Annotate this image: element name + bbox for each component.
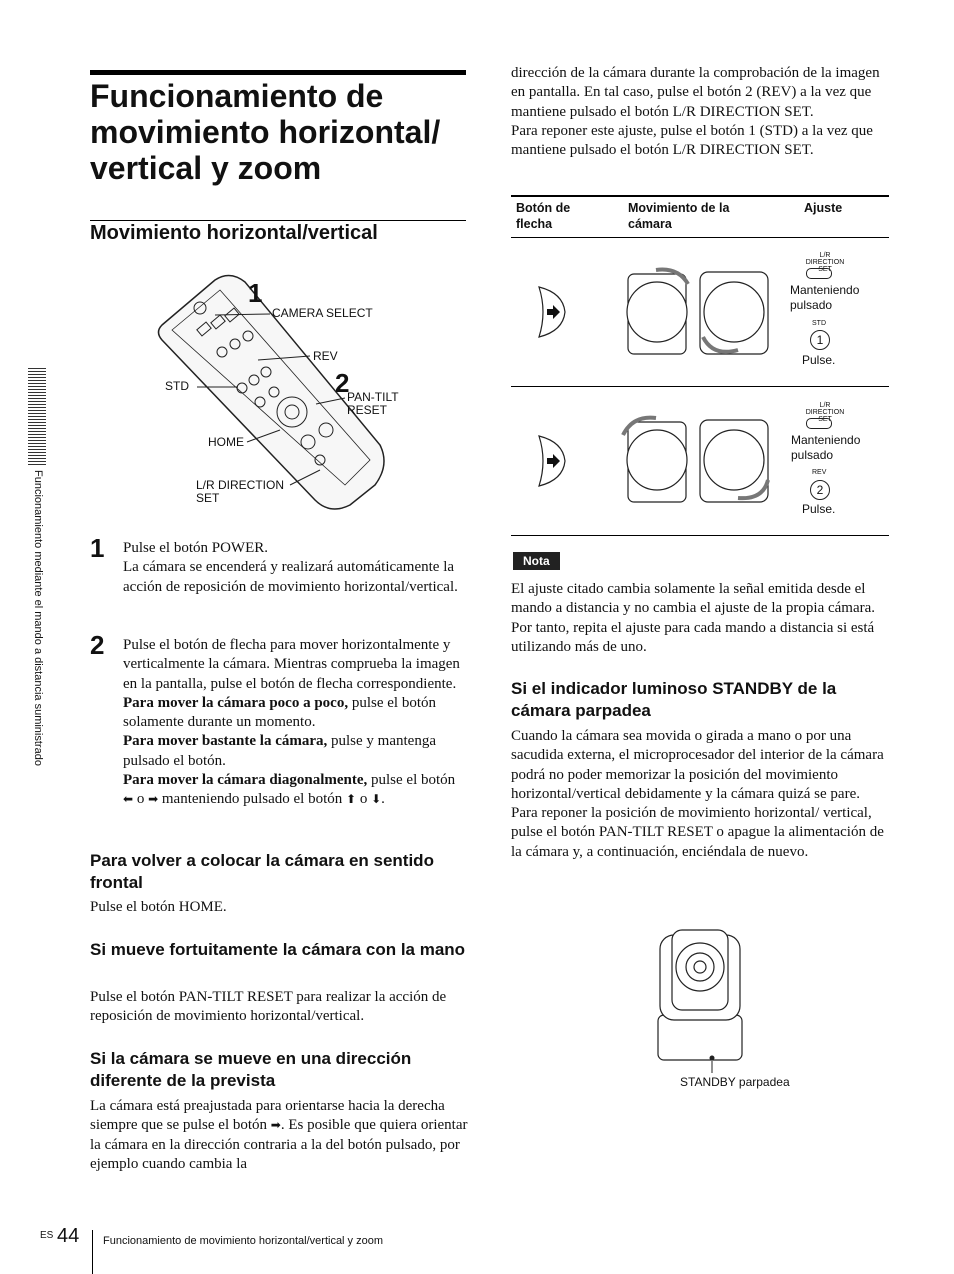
- sub3-text: La cámara está preajustada para orientarse hacia la derecha siempre que se pulse el botón ➡. Es posible que quiera orientar la cámara en la dirección contraria a la del botón pulsado, por ejemplo cuando cambia la: [90, 1098, 468, 1172]
- arrow-right-icon: ➡: [270, 1118, 281, 1133]
- press-label: Pulse.: [802, 502, 836, 516]
- sub1-text: Pulse el botón HOME.: [90, 899, 227, 915]
- sub2-title: Si mueve fortuitamente la cámara con la mano: [90, 940, 466, 959]
- lr-label-sub: DIRECTION SET: [805, 409, 845, 423]
- right-top-p2: Para reponer este ajuste, pulse el botón 1 (STD) a la vez que mantiene pulsado el botón L/R DIRECTION SET.: [511, 122, 873, 159]
- remote-step-2-label: 2: [335, 368, 350, 398]
- side-chapter-text: Funcionamiento mediante el mando a distancia suministrado: [32, 470, 44, 766]
- arrow-right-icon: ➡: [148, 792, 159, 807]
- footer-page-number: 44: [57, 1225, 80, 1247]
- step-1-line-1: Pulse el botón POWER.: [123, 540, 268, 556]
- table-header-arrow: Botón de flecha: [516, 201, 571, 231]
- step-2-bullet-1: Para mover la cámara poco a poco, pulse el botón solamente durante un momento.: [123, 694, 436, 731]
- key-2-button: 2: [810, 480, 830, 500]
- sub3-title: Si la cámara se mueve en una dirección diferente de la prevista: [90, 1049, 412, 1090]
- right-top-p1: dirección de la cámara durante la comprobación de la imagen en pantalla. En tal caso, pulse el botón 2 (REV) a la vez que mantiene pulsado el botón L/R DIRECTION SET.: [511, 65, 880, 120]
- side-tab-pattern: [28, 368, 46, 465]
- section-title: Movimiento horizontal/vertical: [90, 222, 378, 244]
- step-2-text: [123, 636, 468, 810]
- table-row-rule: [511, 386, 889, 387]
- arrow-down-icon: ⬇: [371, 792, 382, 807]
- page-title: Funcionamiento de movimiento horizontal/ vertical y zoom: [90, 78, 441, 186]
- step-1-number: 1: [90, 533, 105, 563]
- camera-illustration: [650, 925, 750, 1075]
- sub1-title: Para volver a colocar la cámara en sentido frontal: [90, 851, 434, 892]
- footer-text: Funcionamiento de movimiento horizontal/vertical y zoom: [103, 1235, 384, 1247]
- table-top-rule: [511, 195, 889, 197]
- lr-label-top: L/R: [819, 402, 831, 409]
- nota-badge: Nota: [513, 552, 560, 570]
- standby-indicator: [710, 1056, 715, 1061]
- sub4-title: Si el indicador luminoso STANDBY de la cámara parpadea: [511, 679, 837, 720]
- sub4-p1: Cuando la cámara sea movida o girada a mano o por una sacudida externa, el microprocesador del interior de la cámara podrá no poder memorizar la posición del movimiento horizontal/vertical debidamente y la cámara quizá se pare.: [511, 728, 884, 802]
- step-2-number: 2: [90, 630, 105, 660]
- sub4-text: [511, 727, 889, 862]
- table-header-movement: Movimiento de la cámara: [628, 201, 730, 231]
- footer-divider: [92, 1230, 93, 1274]
- lr-direction-set-callout: L/R DIRECTION SET: [196, 478, 285, 505]
- rev-key-label: REV: [812, 469, 827, 476]
- arrow-button-icon: [535, 432, 569, 490]
- lr-label-sub: DIRECTION SET: [805, 259, 845, 273]
- remote-step-1-label: 1: [248, 278, 263, 308]
- table-bottom-rule: [511, 535, 889, 536]
- arrow-left-icon: ⬅: [123, 792, 134, 807]
- table-header-rule: [511, 237, 889, 238]
- key-1-button: 1: [810, 330, 830, 350]
- title-rule: [90, 70, 466, 75]
- hold-label: Manteniendo pulsado: [790, 283, 860, 312]
- nota-text: El ajuste citado cambia solamente la señal emitida desde el mando a distancia y no cambia el ajuste de la propia cámara. Por tanto, repita el ajuste para cada mando a distancia si está utilizando más de uno.: [511, 581, 876, 655]
- arrow-up-icon: ⬆: [346, 792, 357, 807]
- step-1-text: [123, 539, 468, 597]
- step-2-bullet-2: Para mover bastante la cámara, pulse y mantenga pulsado el botón.: [123, 733, 436, 769]
- step-1-line-2: La cámara se encenderá y realizará automáticamente la acción de reposición de movimiento horizontal/vertical.: [123, 559, 458, 595]
- table-header-setting: Ajuste: [804, 201, 843, 215]
- home-callout: HOME: [208, 435, 244, 449]
- camera-rotation-icon: [618, 410, 778, 510]
- footer-lang: ES: [40, 1230, 54, 1241]
- hold-label: Manteniendo pulsado: [791, 433, 861, 462]
- camera-rotation-icon: [618, 262, 778, 362]
- std-key-label: STD: [812, 320, 826, 327]
- arrow-button-icon: [535, 283, 569, 341]
- step-2-bullet-3: Para mover la cámara diagonalmente, pulse el botón ⬅ o ➡ manteniendo pulsado el botón ⬆ o ⬇.: [123, 772, 456, 808]
- press-label: Pulse.: [802, 353, 836, 367]
- rev-callout: REV: [313, 349, 338, 363]
- std-callout: STD: [165, 379, 189, 393]
- step-2-intro: Pulse el botón de flecha para mover horizontalmente y verticalmente la cámara. Mientras comprueba la imagen en la pantalla, pulse el botón de flecha correspondiente.: [123, 637, 460, 692]
- camera-caption: STANDBY parpadea: [680, 1075, 790, 1089]
- sub4-p2: Para reponer la posición de movimiento horizontal/ vertical, pulse el botón PAN-TILT RESET o apague la alimentación de la cámara y, a continuación, enciéndala de nuevo.: [511, 805, 884, 860]
- camera-select-callout: CAMERA SELECT: [272, 306, 373, 320]
- lr-direction-set-button: [806, 268, 832, 279]
- sub2-text: Pulse el botón PAN-TILT RESET para realizar la acción de reposición de movimiento horizontal/vertical.: [90, 989, 447, 1025]
- section-rule: [90, 220, 466, 221]
- pan-tilt-reset-callout: PAN-TILT RESET: [347, 390, 399, 417]
- lr-direction-set-button: [806, 418, 832, 429]
- right-top-text: [511, 64, 891, 160]
- lr-label-top: L/R: [819, 252, 831, 259]
